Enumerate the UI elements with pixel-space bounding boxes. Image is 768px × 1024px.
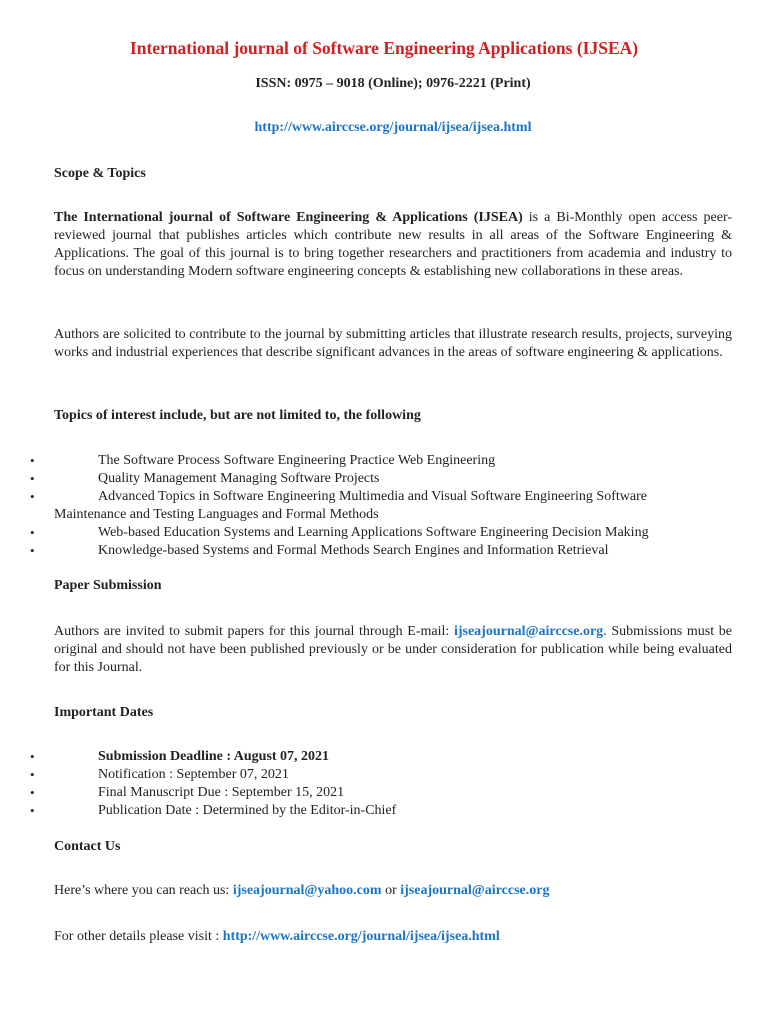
list-item — [0, 524, 768, 542]
contact-reach-line — [54, 882, 732, 900]
date-text: Final Manuscript Due : September 15, 2021 — [98, 785, 345, 800]
scope-heading: Scope & Topics — [54, 166, 146, 181]
submission-heading: Paper Submission — [54, 578, 162, 593]
submission-text-before: Authors are invited to submit papers for this journal through E-mail: — [54, 624, 454, 639]
contact-details-url-link[interactable]: http://www.airccse.org/journal/ijsea/ijsea.html — [222, 929, 500, 944]
scope-intro-paragraph — [54, 209, 732, 281]
list-item — [0, 784, 768, 802]
journal-url-link[interactable]: http://www.airccse.org/journal/ijsea/ijsea.html — [254, 120, 532, 135]
list-item — [0, 542, 768, 560]
list-item — [0, 488, 768, 524]
scope-intro-bold: The International journal of Software Engineering & Applications (IJSEA) — [54, 210, 523, 225]
contact-details-text: For other details please visit : — [54, 929, 223, 944]
topic-text: Quality Management Managing Software Projects — [98, 471, 380, 486]
topic-text: Web-based Education Systems and Learning Applications Software Engineering Decision Making — [98, 525, 649, 540]
contact-email-yahoo-link[interactable]: ijseajournal@yahoo.com — [232, 883, 382, 898]
topic-text: Knowledge-based Systems and Formal Methods Search Engines and Information Retrieval — [98, 543, 609, 558]
bullet-icon: • — [30, 471, 35, 486]
dates-list — [0, 748, 768, 820]
date-text: Submission Deadline : August 07, 2021 — [98, 749, 330, 764]
journal-title: International journal of Software Engineering Applications (IJSEA) — [129, 38, 639, 58]
list-item — [0, 766, 768, 784]
list-item — [0, 452, 768, 470]
bullet-icon: • — [30, 803, 35, 818]
dates-heading: Important Dates — [54, 705, 154, 720]
list-item — [0, 802, 768, 820]
bullet-icon: • — [30, 767, 35, 782]
contact-heading: Contact Us — [54, 839, 121, 854]
submission-text-after: . Submissions must be original and should not have been published previously or be under consideration for publication while being evaluated for this Journal. — [54, 624, 732, 675]
bullet-icon: • — [30, 543, 35, 558]
scope-paragraph-2: Authors are solicited to contribute to the journal by submitting articles that illustrate research results, projects, surveying works and industrial experiences that describe significant advances in the areas of software engineering & applications. — [54, 327, 732, 360]
topic-text: Advanced Topics in Software Engineering Multimedia and Visual Software Engineering Software — [98, 489, 647, 504]
topic-text: The Software Process Software Engineering Practice Web Engineering — [98, 453, 496, 468]
contact-details-line — [54, 928, 732, 946]
contact-or-text: or — [381, 883, 401, 898]
submission-email-link[interactable]: ijseajournal@airccse.org — [453, 624, 604, 639]
bullet-icon: • — [30, 489, 35, 504]
scope-intro-rest: is a Bi-Monthly open access peer-reviewed journal that publishes articles which contribute new results in all areas of the Software Engineering & Applications. The goal of this journal is to bring together researchers and practitioners from academia and industry to focus on understanding Modern software engineering concepts & establishing new collaborations in these areas. — [54, 210, 733, 279]
bullet-icon: • — [30, 785, 35, 800]
list-item — [0, 470, 768, 488]
contact-reach-text: Here’s where you can reach us: — [54, 883, 233, 898]
bullet-icon: • — [30, 453, 35, 468]
contact-email-airccse-link[interactable]: ijseajournal@airccse.org — [400, 883, 550, 898]
submission-paragraph — [54, 623, 732, 677]
date-text: Publication Date : Determined by the Editor-in-Chief — [98, 803, 397, 818]
list-item — [0, 748, 768, 766]
bullet-icon: • — [30, 749, 35, 764]
topics-heading: Topics of interest include, but are not limited to, the following — [54, 408, 421, 423]
issn-line: ISSN: 0975 – 9018 (Online); 0976-2221 (Print) — [255, 76, 531, 91]
date-text: Notification : September 07, 2021 — [98, 767, 289, 782]
journal-url-line — [0, 119, 768, 137]
topic-text-continued: Maintenance and Testing Languages and Formal Methods — [54, 507, 379, 522]
bullet-icon: • — [30, 525, 35, 540]
topics-list — [0, 452, 768, 560]
